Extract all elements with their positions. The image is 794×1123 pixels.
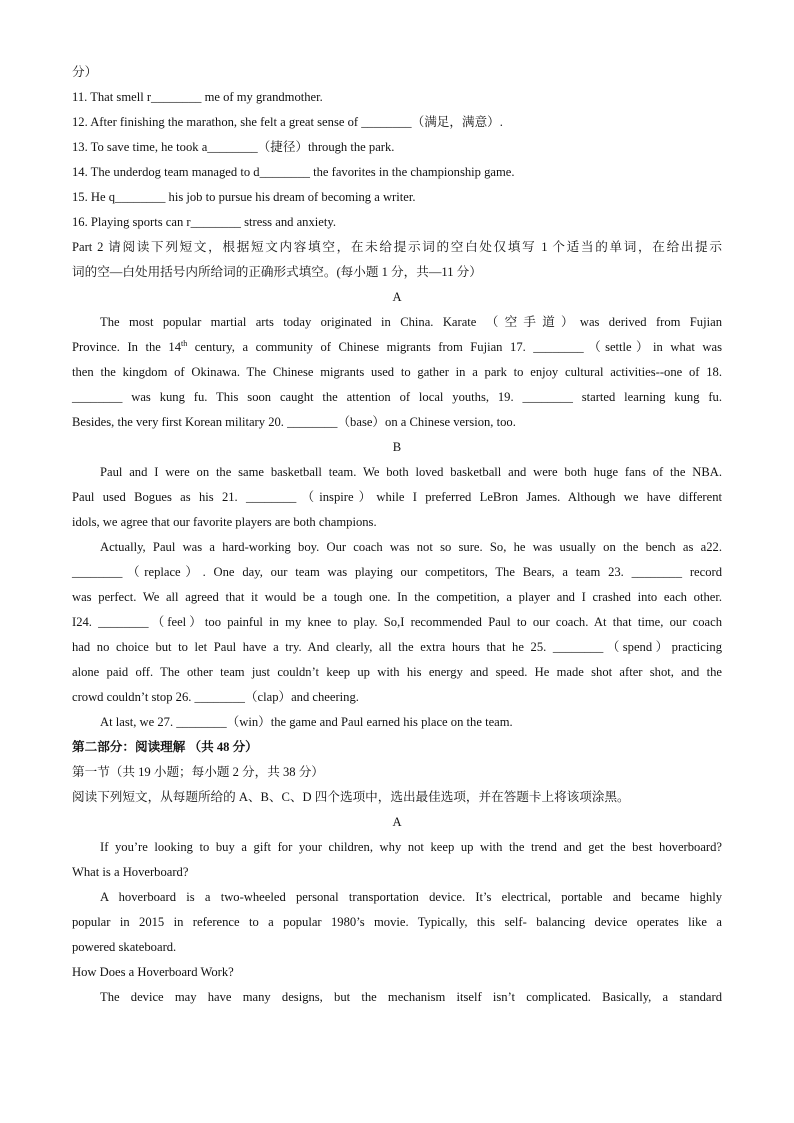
line-text-tail: century, a community of Chinese migrants from Fujian 17. ________（settle）in what was xyxy=(187,340,722,354)
line-text: idols, we agree that our favorite players are both champions. xyxy=(72,515,377,529)
text-line xyxy=(72,535,722,560)
line-text: 第二部分：阅读理解 （共 48 分） xyxy=(72,740,258,754)
text-line xyxy=(72,910,722,935)
text-line xyxy=(72,560,722,585)
line-text: popular in 2015 in reference to a popular 1980’s movie. Typically, this self- balancing device operates like a xyxy=(72,915,722,929)
document-page xyxy=(72,60,722,1010)
text-line xyxy=(72,585,722,610)
line-text: 13. To save time, he took a________（捷径）through the park. xyxy=(72,140,395,154)
line-text: A xyxy=(392,290,402,304)
line-text: Paul used Bogues as his 21. ________（inspire）while I preferred LeBron James. Although we have different xyxy=(72,490,722,504)
text-line xyxy=(72,635,722,660)
text-line xyxy=(72,460,722,485)
text-line xyxy=(72,410,722,435)
text-line xyxy=(72,860,722,885)
text-line xyxy=(72,935,722,960)
text-line xyxy=(72,960,722,985)
text-line xyxy=(72,985,722,1010)
line-text: At last, we 27. ________（win）the game and Paul earned his place on the team. xyxy=(100,715,513,729)
text-line xyxy=(72,360,722,385)
text-line xyxy=(72,60,722,85)
text-line xyxy=(72,185,722,210)
line-text: If you’re looking to buy a gift for your children, why not keep up with the trend and get the best hoverboard? xyxy=(100,840,722,854)
line-text: The device may have many designs, but the mechanism itself isn’t complicated. Basically, a standard xyxy=(100,990,722,1004)
text-line xyxy=(72,135,722,160)
line-text: 11. That smell r________ me of my grandmother. xyxy=(72,90,323,104)
line-text: Province. In the 14 xyxy=(72,340,182,354)
text-line xyxy=(72,760,722,785)
text-line xyxy=(72,385,722,410)
line-text: 14. The underdog team managed to d________ the favorites in the championship game. xyxy=(72,165,515,179)
line-text: What is a Hoverboard? xyxy=(72,865,189,879)
text-line xyxy=(72,810,722,835)
text-line xyxy=(72,485,722,510)
line-text: ________ was kung fu. This soon caught the attention of local youths, 19. ________ started learning kung fu. xyxy=(72,390,722,404)
text-line xyxy=(72,285,722,310)
text-line xyxy=(72,210,722,235)
text-line xyxy=(72,685,722,710)
line-text: How Does a Hoverboard Work? xyxy=(72,965,234,979)
line-text: A xyxy=(392,815,402,829)
line-text: B xyxy=(392,440,402,454)
line-text: Part 2 请阅读下列短文，根据短文内容填空，在未给提示词的空白处仅填写 1 个适当的单词，在给出提示 xyxy=(72,240,722,254)
text-line xyxy=(72,710,722,735)
text-line xyxy=(72,235,722,260)
text-line xyxy=(72,885,722,910)
line-text: Besides, the very first Korean military 20. ________（base）on a Chinese version, too. xyxy=(72,415,516,429)
line-text: crowd couldn’t stop 26. ________（clap）and cheering. xyxy=(72,690,359,704)
line-text: 15. He q________ his job to pursue his dream of becoming a writer. xyxy=(72,190,416,204)
line-text: 16. Playing sports can r________ stress and anxiety. xyxy=(72,215,336,229)
superscript: th xyxy=(181,338,188,348)
line-text: Actually, Paul was a hard-working boy. Our coach was not so sure. So, he was usually on the bench as a22. xyxy=(100,540,722,554)
line-text: Paul and I were on the same basketball team. We both loved basketball and were both huge fans of the NBA. xyxy=(100,465,722,479)
text-line xyxy=(72,610,722,635)
line-text: then the kingdom of Okinawa. The Chinese migrants used to gather in a park to enjoy cultural activities--one of 18. xyxy=(72,365,722,379)
line-text: was perfect. We all agreed that it would be a tough one. In the competition, a player and I crashed into each other. xyxy=(72,590,722,604)
text-line xyxy=(72,835,722,860)
line-text: A hoverboard is a two-wheeled personal transportation device. It’s electrical, portable and became highly xyxy=(100,890,722,904)
line-text: 阅读下列短文，从每题所给的 A、B、C、D 四个选项中，选出最佳选项，并在答题卡上将该项涂黑。 xyxy=(72,790,630,804)
line-text: I24. ________（feel）too painful in my knee to play. So,I recommended Paul to our coach. At that time, our coach xyxy=(72,615,722,629)
text-line xyxy=(72,85,722,110)
text-line xyxy=(72,735,722,760)
text-line xyxy=(72,310,722,335)
line-text: powered skateboard. xyxy=(72,940,177,954)
line-text: ________（replace）. One day, our team was playing our competitors, The Bears, a team 23. ________ record xyxy=(72,565,722,579)
text-line xyxy=(72,335,722,360)
line-text: 12. After finishing the marathon, she felt a great sense of ________（满足，满意）. xyxy=(72,115,503,129)
text-line xyxy=(72,110,722,135)
line-text: 第一节（共 19 小题；每小题 2 分，共 38 分） xyxy=(72,765,324,779)
text-line xyxy=(72,435,722,460)
line-text: had no choice but to let Paul have a try. And clearly, all the extra hours that he 25. ________（spend）practicing xyxy=(72,640,722,654)
text-line xyxy=(72,160,722,185)
line-text: alone paid off. The other team just couldn’t keep up with his energy and speed. He made shot after shot, and the xyxy=(72,665,722,679)
text-line xyxy=(72,660,722,685)
text-line xyxy=(72,260,722,285)
line-text: The most popular martial arts today originated in China. Karate （空手道）was derived from Fujian xyxy=(100,315,722,329)
line-text: 分） xyxy=(72,65,98,79)
text-line xyxy=(72,510,722,535)
line-text: 词的空—白处用括号内所给词的正确形式填空。(每小题 1 分，共—11 分） xyxy=(72,265,482,279)
text-line xyxy=(72,785,722,810)
